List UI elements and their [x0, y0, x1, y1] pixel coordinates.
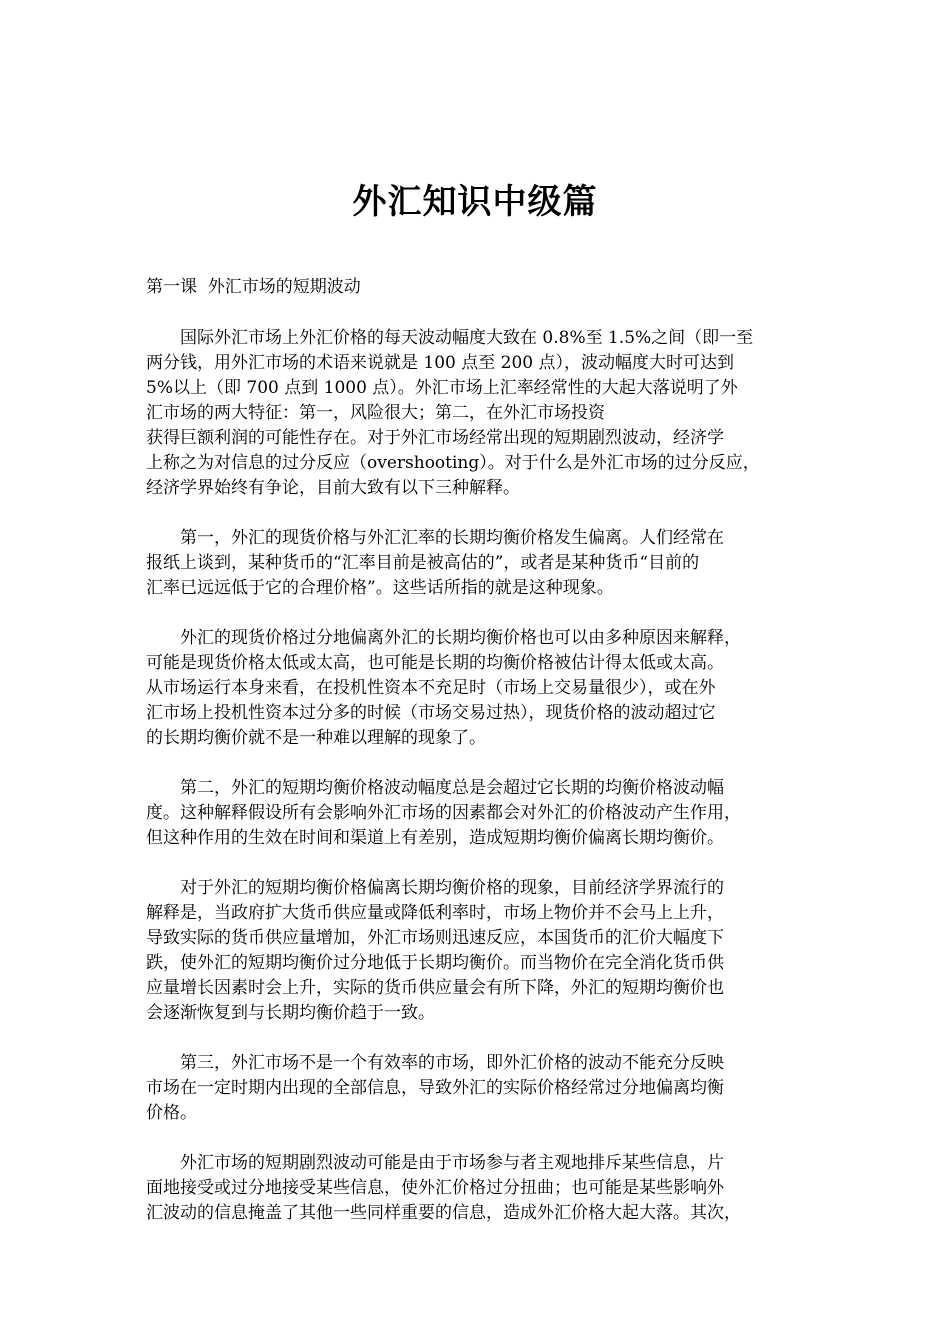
paragraph-line: 两分钱，用外汇市场的术语来说就是 100 点至 200 点），波动幅度大时可达到	[146, 353, 735, 373]
paragraph-line: 度。这种解释假设所有会影响外汇市场的因素都会对外汇的价格波动产生作用，	[146, 803, 741, 823]
paragraph-line: 价格。	[146, 1103, 197, 1123]
paragraph-line: 跌，使外汇的短期均衡价过分地低于长期均衡价。而当物价在完全消化货币供	[146, 953, 724, 973]
paragraph-line: 第三，外汇市场不是一个有效率的市场，即外汇价格的波动不能充分反映	[180, 1053, 724, 1073]
paragraph-line: 外汇市场的短期剧烈波动可能是由于市场参与者主观地排斥某些信息，片	[180, 1153, 724, 1173]
paragraph-line: 汇市场上投机性资本过分多的时候（市场交易过热），现货价格的波动超过它	[146, 703, 716, 723]
lesson-heading: 第一课 外汇市场的短期波动	[146, 277, 361, 297]
paragraph-line: 会逐渐恢复到与长期均衡价趋于一致。	[146, 1003, 435, 1023]
paragraph-line: 上称之为对信息的过分反应（overshooting）。对于什么是外汇市场的过分反应，	[146, 453, 760, 473]
paragraph-line: 报纸上谈到，某种货币的“汇率目前是被高估的”，或者是某种货币“目前的	[146, 553, 700, 573]
paragraph-line: 市场在一定时期内出现的全部信息，导致外汇的实际价格经常过分地偏离均衡	[146, 1078, 724, 1098]
paragraph-line: 5%以上（即 700 点到 1000 点）。外汇市场上汇率经常性的大起大落说明了外	[146, 378, 738, 398]
paragraph-line: 汇市场的两大特征：第一，风险很大；第二，在外汇市场投资	[146, 403, 605, 423]
paragraph-line: 可能是现货价格太低或太高，也可能是长期的均衡价格被估计得太低或太高。	[146, 653, 724, 673]
paragraph-line: 的长期均衡价就不是一种难以理解的现象了。	[146, 728, 486, 748]
paragraph-line: 第二，外汇的短期均衡价格波动幅度总是会超过它长期的均衡价格波动幅	[180, 778, 724, 798]
paragraph-line: 第一，外汇的现货价格与外汇汇率的长期均衡价格发生偏离。人们经常在	[180, 528, 724, 548]
paragraph-line: 但这种作用的生效在时间和渠道上有差别，造成短期均衡价偏离长期均衡价。	[146, 828, 724, 848]
paragraph-line: 从市场运行本身来看，在投机性资本不充足时（市场上交易量很少），或在外	[146, 678, 716, 698]
paragraph-line: 获得巨额利润的可能性存在。对于外汇市场经常出现的短期剧烈波动，经济学	[146, 428, 724, 448]
paragraph-line: 外汇的现货价格过分地偏离外汇的长期均衡价格也可以由多种原因来解释，	[180, 628, 741, 648]
paragraph-line: 对于外汇的短期均衡价格偏离长期均衡价格的现象，目前经济学界流行的	[180, 878, 724, 898]
paragraph-line: 解释是，当政府扩大货币供应量或降低利率时，市场上物价并不会马上上升，	[146, 903, 724, 923]
paragraph-line: 国际外汇市场上外汇价格的每天波动幅度大致在 0.8%至 1.5%之间（即一至	[180, 328, 754, 348]
paragraph-line: 应量增长因素时会上升，实际的货币供应量会有所下降，外汇的短期均衡价也	[146, 978, 724, 998]
paragraph-line: 汇率已远远低于它的合理价格”。这些话所指的就是这种现象。	[146, 578, 614, 598]
document-title: 外汇知识中级篇	[352, 182, 598, 222]
paragraph-line: 汇波动的信息掩盖了其他一些同样重要的信息，造成外汇价格大起大落。其次，	[146, 1203, 741, 1223]
paragraph-line: 经济学界始终有争论，目前大致有以下三种解释。	[146, 478, 520, 498]
paragraph-line: 导致实际的货币供应量增加，外汇市场则迅速反应，本国货币的汇价大幅度下	[146, 928, 724, 948]
paragraph-line: 面地接受或过分地接受某些信息，使外汇价格过分扭曲；也可能是某些影响外	[146, 1178, 724, 1198]
